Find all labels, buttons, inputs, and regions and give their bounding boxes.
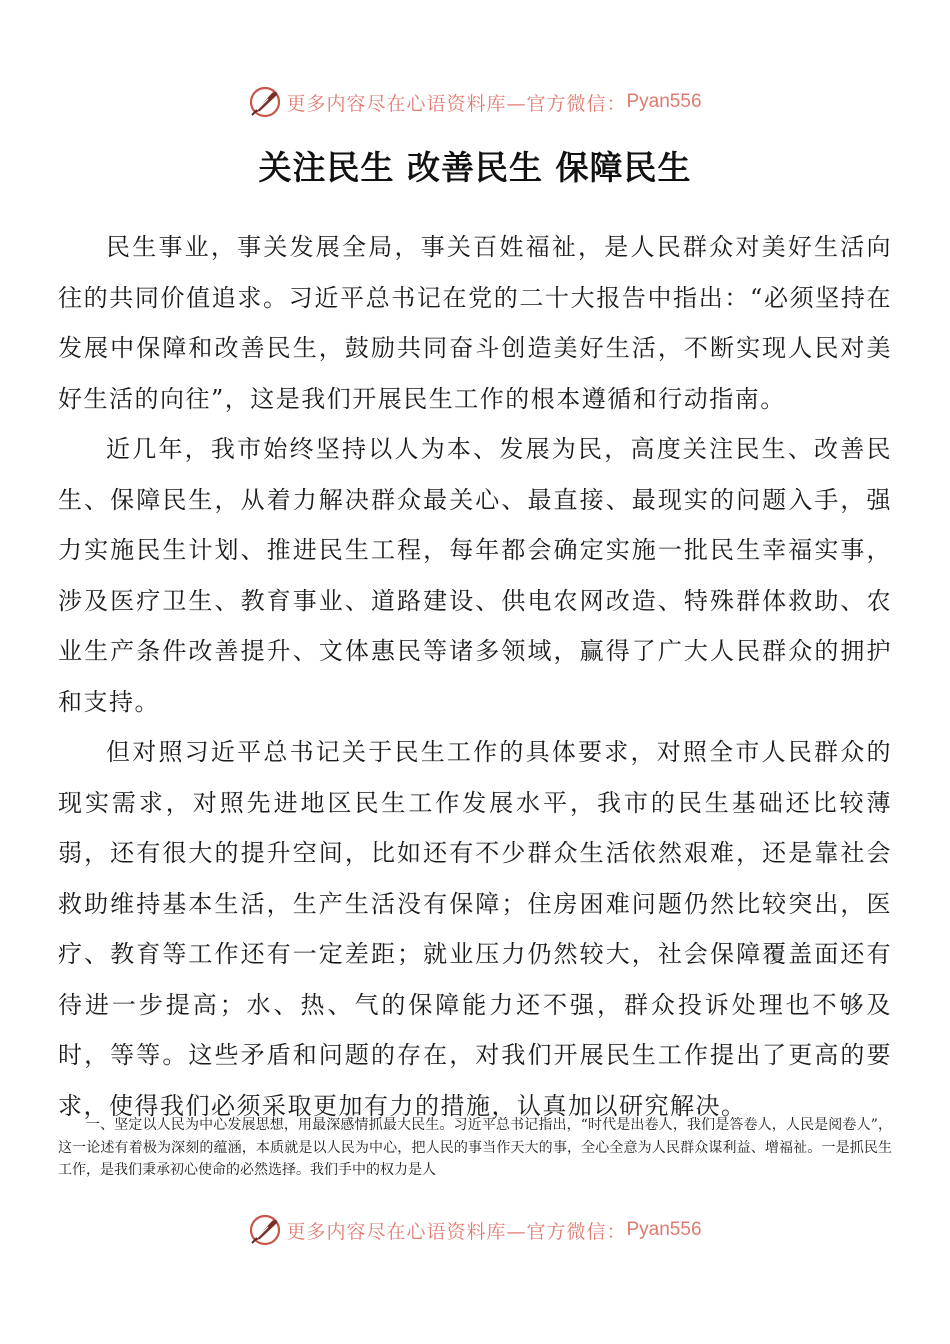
paragraph-2: 近几年，我市始终坚持以人为本、发展为民，高度关注民生、改善民生、保障民生，从着力解决群众最关心、最直接、最现实的问题入手，强力实施民生计划、推进民生工程，每年都会确定实施一批民生幸福实事，涉及医疗卫生、教育事业、道路建设、供电农网改造、特殊群体救助、农业生产条件改善提升、文体惠民等诸多领域，赢得了广大人民群众的拥护和支持。	[58, 435, 892, 716]
small-print-section	[58, 1114, 892, 1182]
banner-wechat-id: Pyan556	[626, 91, 702, 112]
document-body	[58, 222, 892, 1131]
header-banner	[0, 82, 950, 122]
quill-logo-icon	[248, 1213, 282, 1247]
footer-banner	[0, 1210, 950, 1250]
paragraph-1: 民生事业，事关发展全局，事关百姓福祉，是人民群众对美好生活向往的共同价值追求。习近平总书记在党的二十大报告中指出：“必须坚持在发展中保障和改善民生，鼓励共同奋斗创造美好生活，不断实现人民对美好生活的向往”，这是我们开展民生工作的根本遵循和行动指南。	[58, 233, 892, 413]
quill-logo-icon	[248, 85, 282, 119]
banner-text: 更多内容尽在心语资料库—官方微信：	[286, 1220, 627, 1243]
banner-text: 更多内容尽在心语资料库—官方微信：	[286, 92, 627, 115]
small-paragraph: 一、坚定以人民为中心发展思想，用最深感情抓最大民生。习近平总书记指出，“时代是出卷人，我们是答卷人，人民是阅卷人”，这一论述有着极为深刻的蕴涵，本质就是以人民为中心，把人民的事当作天大的事，全心全意为人民群众谋利益、增福祉。一是抓民生工作，是我们秉承初心使命的必然选择。我们手中的权力是人	[58, 1117, 892, 1178]
paragraph-3: 但对照习近平总书记关于民生工作的具体要求，对照全市人民群众的现实需求，对照先进地区民生工作发展水平，我市的民生基础还比较薄弱，还有很大的提升空间，比如还有不少群众生活依然艰难，还是靠社会救助维持基本生活，生产生活没有保障；住房困难问题仍然比较突出，医疗、教育等工作还有一定差距；就业压力仍然较大，社会保障覆盖面还有待进一步提高；水、热、气的保障能力还不强，群众投诉处理也不够及时，等等。这些矛盾和问题的存在，对我们开展民生工作提出了更高的要求，使得我们必须采取更加有力的措施，认真加以研究解决。	[58, 738, 892, 1120]
document-title: 关注民生 改善民生 保障民生	[258, 148, 692, 187]
banner-wechat-id: Pyan556	[626, 1219, 702, 1240]
